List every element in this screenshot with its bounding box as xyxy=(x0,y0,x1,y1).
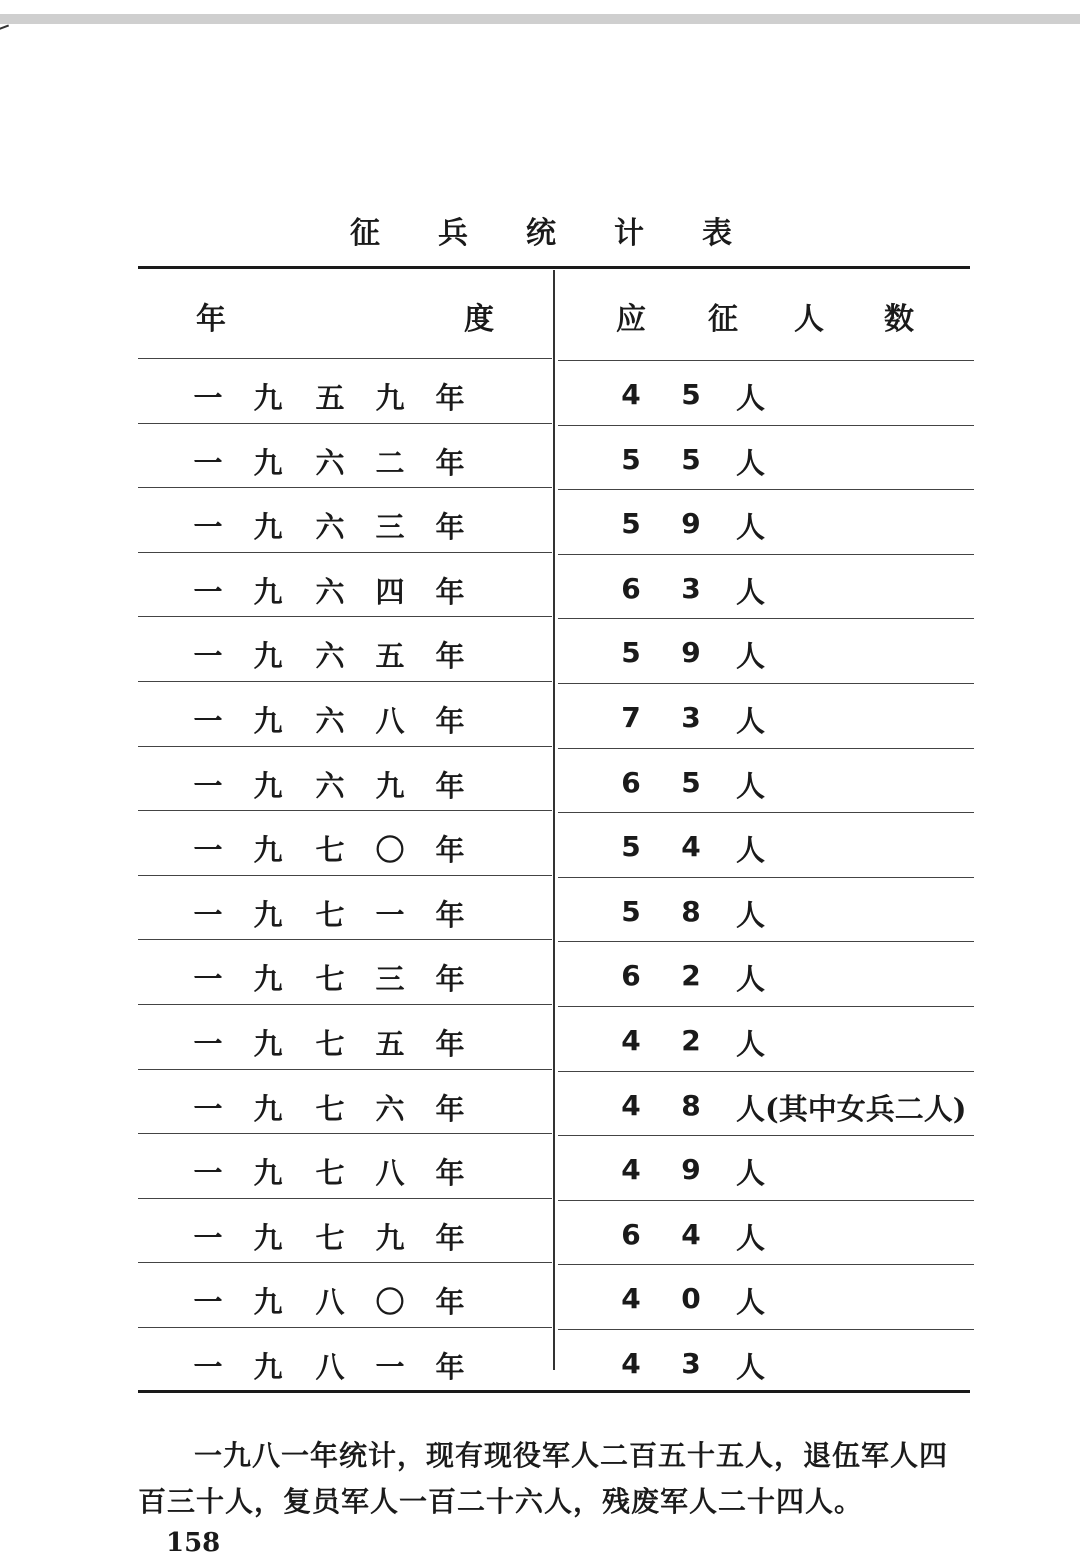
count-unit: 人 xyxy=(736,446,766,480)
year-char: 九 xyxy=(253,575,283,609)
table-row xyxy=(138,431,970,495)
year-char: 〇 xyxy=(375,1285,405,1319)
year-char: 年 xyxy=(435,769,465,803)
table-row xyxy=(138,624,970,688)
row-rule-right xyxy=(558,425,974,426)
count-digit: 5 xyxy=(621,830,641,863)
year-char: 一 xyxy=(193,962,223,996)
row-rule-right xyxy=(558,1006,974,1007)
scan-top-band xyxy=(0,14,1080,24)
count-unit: 人 xyxy=(736,962,766,996)
year-char: 〇 xyxy=(375,833,405,867)
row-rule-right xyxy=(558,748,974,749)
year-char: 三 xyxy=(375,962,405,996)
year-char: 一 xyxy=(193,446,223,480)
count-unit: 人 xyxy=(736,1285,766,1319)
count-digit: 4 xyxy=(621,1347,641,1380)
count-digit: 5 xyxy=(621,636,641,669)
year-char: 年 xyxy=(435,1156,465,1190)
count-unit: 人 xyxy=(736,510,766,544)
row-rule-left xyxy=(138,681,552,682)
year-char: 七 xyxy=(315,1156,345,1190)
year-char: 二 xyxy=(375,446,405,480)
count-digit: 4 xyxy=(621,1089,641,1122)
row-rule-right xyxy=(558,1329,974,1330)
header-count-char: 应 xyxy=(616,302,646,337)
row-rule-right xyxy=(558,554,974,555)
year-char: 四 xyxy=(375,575,405,609)
year-char: 九 xyxy=(253,446,283,480)
row-rule-left xyxy=(138,358,552,359)
year-char: 七 xyxy=(315,1027,345,1061)
count-digit: 2 xyxy=(681,959,701,992)
year-char: 年 xyxy=(435,898,465,932)
row-rule-left xyxy=(138,423,552,424)
year-char: 年 xyxy=(435,446,465,480)
count-digit: 5 xyxy=(621,443,641,476)
year-char: 九 xyxy=(253,1092,283,1126)
year-char: 年 xyxy=(435,510,465,544)
count-digit: 9 xyxy=(681,636,701,669)
year-char: 七 xyxy=(315,1221,345,1255)
count-unit: 人 xyxy=(736,1350,766,1384)
table-row xyxy=(138,883,970,947)
year-char: 年 xyxy=(435,1350,465,1384)
year-char: 六 xyxy=(315,510,345,544)
row-rule-left xyxy=(138,616,552,617)
row-rule-right xyxy=(558,683,974,684)
header-year-left: 年 xyxy=(196,302,226,337)
count-digit: 5 xyxy=(681,766,701,799)
year-char: 九 xyxy=(253,1350,283,1384)
year-char: 五 xyxy=(315,381,345,415)
year-char: 一 xyxy=(375,898,405,932)
scan-corner-mark xyxy=(0,25,11,36)
year-char: 一 xyxy=(193,1092,223,1126)
header-count-char: 人 xyxy=(794,302,824,337)
year-char: 八 xyxy=(315,1350,345,1384)
year-char: 一 xyxy=(193,898,223,932)
year-char: 年 xyxy=(435,1221,465,1255)
row-rule-left xyxy=(138,1133,552,1134)
year-char: 九 xyxy=(253,704,283,738)
year-char: 九 xyxy=(253,1027,283,1061)
footnote-paragraph: 一九八一年统计，现有现役军人二百五十五人，退伍军人四百三十人，复员军人一百二十六人，残废军人二十四人。 xyxy=(138,1439,949,1518)
count-digit: 5 xyxy=(681,443,701,476)
count-digit: 5 xyxy=(621,895,641,928)
table-row xyxy=(138,1141,970,1205)
table-row xyxy=(138,1270,970,1334)
count-digit: 4 xyxy=(681,830,701,863)
year-char: 七 xyxy=(315,898,345,932)
count-unit: 人(其中女兵二人) xyxy=(736,1092,967,1126)
year-char: 一 xyxy=(193,1285,223,1319)
row-rule-right xyxy=(558,489,974,490)
count-digit: 5 xyxy=(621,507,641,540)
row-rule-left xyxy=(138,1198,552,1199)
page-number: 158 xyxy=(166,1528,221,1558)
year-char: 九 xyxy=(253,962,283,996)
year-char: 九 xyxy=(253,769,283,803)
row-rule-left xyxy=(138,939,552,940)
year-char: 九 xyxy=(253,833,283,867)
year-char: 一 xyxy=(193,704,223,738)
table-row xyxy=(138,754,970,818)
year-char: 九 xyxy=(375,381,405,415)
year-char: 年 xyxy=(435,1092,465,1126)
row-rule-right xyxy=(558,812,974,813)
count-unit: 人 xyxy=(736,704,766,738)
count-digit: 2 xyxy=(681,1024,701,1057)
table-row xyxy=(138,366,970,430)
count-digit: 6 xyxy=(621,572,641,605)
header-year-right: 度 xyxy=(464,302,494,337)
count-unit: 人 xyxy=(736,769,766,803)
count-unit: 人 xyxy=(736,1156,766,1190)
year-char: 一 xyxy=(193,381,223,415)
count-digit: 3 xyxy=(681,572,701,605)
row-rule-left xyxy=(138,810,552,811)
year-char: 五 xyxy=(375,1027,405,1061)
header-count-char: 数 xyxy=(884,302,914,337)
header-count-char: 征 xyxy=(708,302,738,337)
count-digit: 6 xyxy=(621,766,641,799)
count-digit: 6 xyxy=(621,1218,641,1251)
row-rule-right xyxy=(558,877,974,878)
count-unit: 人 xyxy=(736,1027,766,1061)
year-char: 一 xyxy=(193,639,223,673)
year-char: 八 xyxy=(315,1285,345,1319)
count-unit: 人 xyxy=(736,639,766,673)
table-row xyxy=(138,1077,970,1141)
row-rule-right xyxy=(558,1264,974,1265)
count-digit: 6 xyxy=(621,959,641,992)
year-char: 九 xyxy=(253,381,283,415)
count-digit: 3 xyxy=(681,701,701,734)
row-rule-left xyxy=(138,875,552,876)
year-char: 九 xyxy=(253,1156,283,1190)
count-digit: 3 xyxy=(681,1347,701,1380)
count-unit: 人 xyxy=(736,381,766,415)
year-char: 年 xyxy=(435,575,465,609)
year-char: 七 xyxy=(315,833,345,867)
row-rule-right xyxy=(558,618,974,619)
row-rule-right xyxy=(558,941,974,942)
count-unit: 人 xyxy=(736,898,766,932)
table-row xyxy=(138,1206,970,1270)
year-char: 八 xyxy=(375,1156,405,1190)
year-char: 年 xyxy=(435,639,465,673)
year-char: 一 xyxy=(193,1221,223,1255)
row-rule-left xyxy=(138,552,552,553)
year-char: 年 xyxy=(435,962,465,996)
year-char: 一 xyxy=(193,1156,223,1190)
year-char: 九 xyxy=(253,639,283,673)
year-char: 六 xyxy=(315,575,345,609)
row-rule-right xyxy=(558,1200,974,1201)
row-rule-left xyxy=(138,1262,552,1263)
year-char: 一 xyxy=(375,1350,405,1384)
year-char: 五 xyxy=(375,639,405,673)
table-row xyxy=(138,1012,970,1076)
count-digit: 8 xyxy=(681,895,701,928)
year-char: 三 xyxy=(375,510,405,544)
year-char: 年 xyxy=(435,381,465,415)
count-digit: 4 xyxy=(621,1024,641,1057)
row-rule-left xyxy=(138,487,552,488)
year-char: 一 xyxy=(193,1350,223,1384)
count-digit: 9 xyxy=(681,507,701,540)
count-unit: 人 xyxy=(736,1221,766,1255)
year-char: 七 xyxy=(315,962,345,996)
count-digit: 9 xyxy=(681,1153,701,1186)
count-digit: 8 xyxy=(681,1089,701,1122)
year-char: 九 xyxy=(375,769,405,803)
year-char: 七 xyxy=(315,1092,345,1126)
count-digit: 7 xyxy=(621,701,641,734)
year-char: 六 xyxy=(375,1092,405,1126)
table-row xyxy=(138,495,970,559)
table-title: 征兵统计表 xyxy=(350,216,790,251)
row-rule-left xyxy=(138,1004,552,1005)
row-rule-right xyxy=(558,1135,974,1136)
year-char: 一 xyxy=(193,1027,223,1061)
table-row xyxy=(138,818,970,882)
count-digit: 4 xyxy=(621,378,641,411)
table-row xyxy=(138,947,970,1011)
year-char: 一 xyxy=(193,510,223,544)
table-top-rule xyxy=(138,266,970,269)
year-char: 九 xyxy=(375,1221,405,1255)
year-char: 八 xyxy=(375,704,405,738)
row-rule-left xyxy=(138,1327,552,1328)
year-char: 一 xyxy=(193,575,223,609)
year-char: 年 xyxy=(435,1027,465,1061)
count-unit: 人 xyxy=(736,575,766,609)
count-digit: 4 xyxy=(621,1153,641,1186)
year-char: 九 xyxy=(253,1221,283,1255)
count-digit: 5 xyxy=(681,378,701,411)
year-char: 年 xyxy=(435,704,465,738)
count-unit: 人 xyxy=(736,833,766,867)
count-digit: 0 xyxy=(681,1282,701,1315)
table-bottom-rule xyxy=(138,1390,970,1393)
year-char: 一 xyxy=(193,833,223,867)
year-char: 一 xyxy=(193,769,223,803)
year-char: 九 xyxy=(253,898,283,932)
count-digit: 4 xyxy=(681,1218,701,1251)
year-char: 六 xyxy=(315,704,345,738)
year-char: 年 xyxy=(435,1285,465,1319)
year-char: 六 xyxy=(315,446,345,480)
year-char: 九 xyxy=(253,510,283,544)
year-char: 年 xyxy=(435,833,465,867)
row-rule-right xyxy=(558,360,974,361)
row-rule-left xyxy=(138,1069,552,1070)
year-char: 六 xyxy=(315,769,345,803)
year-char: 六 xyxy=(315,639,345,673)
row-rule-left xyxy=(138,746,552,747)
table-row xyxy=(138,560,970,624)
table-row xyxy=(138,689,970,753)
row-rule-right xyxy=(558,1071,974,1072)
count-digit: 4 xyxy=(621,1282,641,1315)
year-char: 九 xyxy=(253,1285,283,1319)
